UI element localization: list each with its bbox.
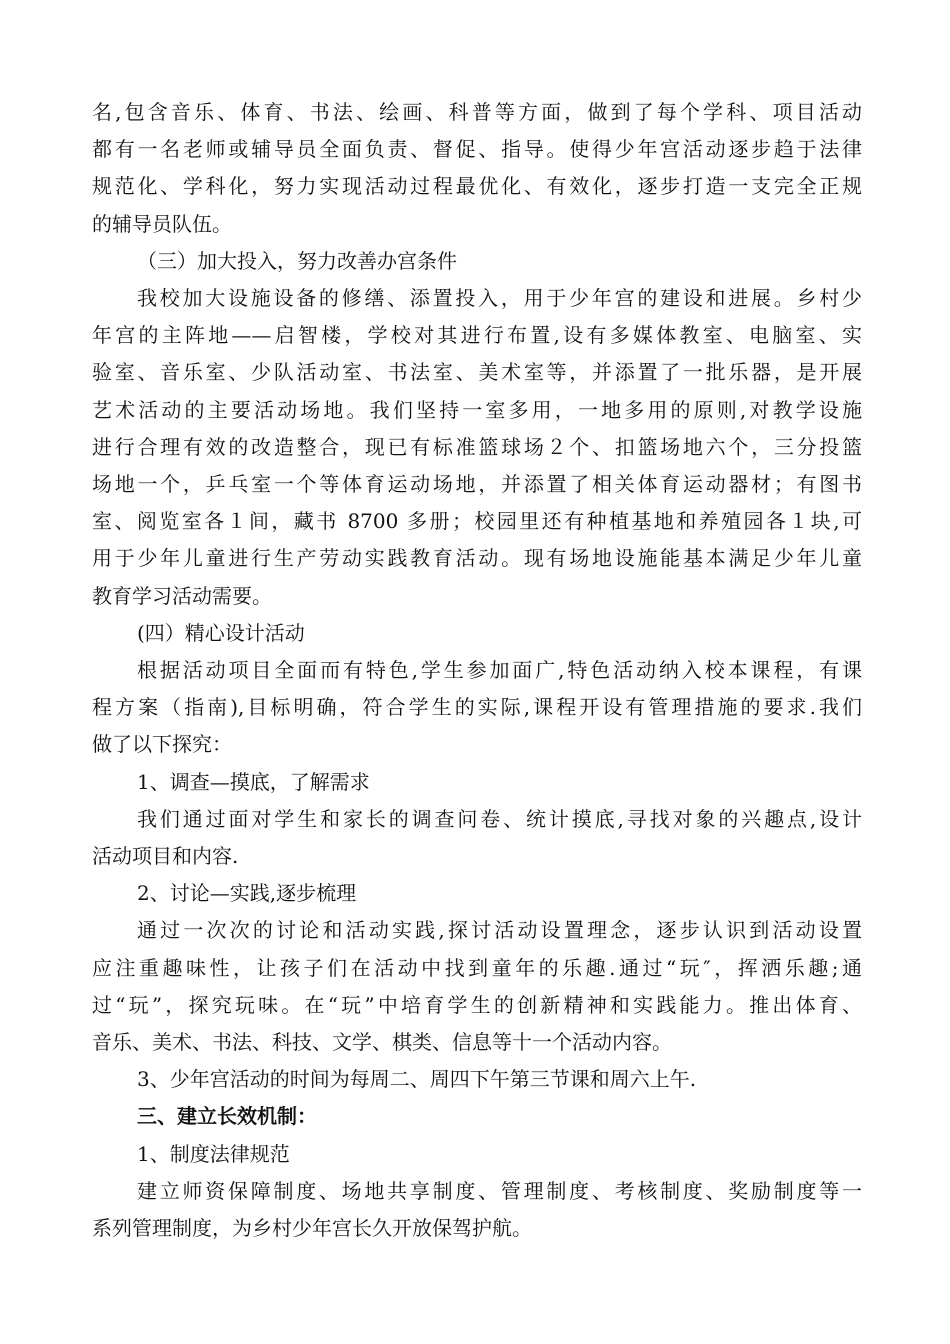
text-line: 验室、音乐室、少队活动室、书法室、美术室等，并添置了一批乐器，是开展 <box>92 360 862 385</box>
text-line: （三）加大投入，努力改善办宫条件 <box>137 248 457 273</box>
text-line: 根据活动项目全面而有特色,学生参加面广,特色活动纳入校本课程，有课 <box>137 658 862 682</box>
text-line: 1、调查—摸底，了解需求 <box>137 769 370 794</box>
text-line: 场地一个，乒乓室一个等体育运动场地，并添置了相关体育运动器材；有图书 <box>92 472 862 496</box>
text-line: 3、少年宫活动的时间为每周二、周四下午第三节课和周六上午. <box>137 1067 697 1092</box>
text-line: 音乐、美术、书法、科技、文学、棋类、信息等十一个活动内容。 <box>92 1030 672 1054</box>
text-line: 教育学习活动需要。 <box>92 583 272 608</box>
text-line: 建立师资保障制度、场地共享制度、管理制度、考核制度、奖励制度等一 <box>137 1178 862 1203</box>
text-line: 名,包含音乐、体育、书法、绘画、科普等方面，做到了每个学科、项目活动 <box>92 100 862 124</box>
text-line: 我校加大设施设备的修缮、添置投入，用于少年宫的建设和进展。乡村少 <box>137 286 862 310</box>
text-line: 1、制度法律规范 <box>137 1141 290 1166</box>
text-line: 过“玩”，探究玩味。在“玩”中培育学生的创新精神和实践能力。推出体育、 <box>92 992 862 1017</box>
text-line: 活动项目和内容. <box>92 844 239 868</box>
text-line: 艺术活动的主要活动场地。我们坚持一室多用，一地多用的原则,对教学设施 <box>92 397 862 422</box>
text-line: 用于少年儿童进行生产劳动实践教育活动。现有场地设施能基本满足少年儿童 <box>92 546 862 571</box>
text-line: 进行合理有效的改造整合，现已有标准篮球场２个、扣篮场地六个，三分投篮 <box>92 434 862 459</box>
text-line: 系列管理制度，为乡村少年宫长久开放保驾护航。 <box>92 1216 532 1240</box>
text-line: 规范化、学科化，努力实现活动过程最优化、有效化，逐步打造一支完全正规 <box>92 174 862 199</box>
text-line: (四）精心设计活动 <box>137 620 305 645</box>
text-line: 室、阅览室各１间，藏书 8700 多册；校园里还有种植基地和养殖园各１块,可 <box>92 509 862 534</box>
text-line: 年宫的主阵地——启智楼，学校对其进行布置,设有多媒体教室、电脑室、实 <box>92 323 862 348</box>
text-line: 应注重趣味性，让孩子们在活动中找到童年的乐趣.通过“玩″，挥洒乐趣;通 <box>92 955 862 980</box>
text-line: 通过一次次的讨论和活动实践,探讨活动设置理念，逐步认识到活动设置 <box>137 918 862 943</box>
text-line: 都有一名老师或辅导员全面负责、督促、指导。使得少年宫活动逐步趋于法律 <box>92 137 862 162</box>
text-line: 做了以下探究： <box>92 732 232 757</box>
text-line: 程方案（指南),目标明确，符合学生的实际,课程开设有管理措施的要求.我们 <box>92 695 862 720</box>
section-heading: 三、建立长效机制： <box>137 1104 317 1129</box>
text-line: 的辅导员队伍。 <box>92 211 232 236</box>
text-line: 我们通过面对学生和家长的调查问卷、统计摸底,寻找对象的兴趣点,设计 <box>137 806 862 831</box>
text-line: 2、讨论—实践,逐步梳理 <box>137 881 357 906</box>
